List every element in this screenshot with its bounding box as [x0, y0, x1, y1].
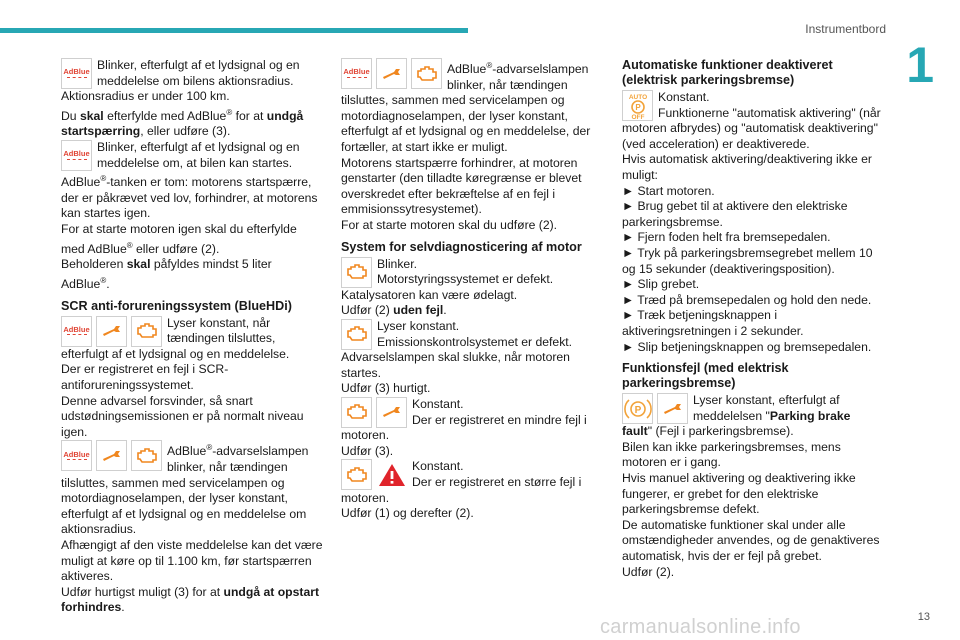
- engine-diag-entry-2: [341, 319, 603, 350]
- paragraph: Motorens startspærre forhindrer, at motoren genstarter (den tilladte køregrænse er blevet overskredet efter bekræftelse af en fejl i emmisionssytresystemet).: [341, 155, 582, 217]
- section-heading: Automatiske funktioner deaktiveret (elektrisk parkeringsbremse): [622, 58, 833, 87]
- step-item: [622, 293, 884, 309]
- column-3: [622, 58, 884, 580]
- step-marker: ►: [622, 308, 635, 323]
- wrench-icon: [96, 316, 127, 347]
- engine-icon: [131, 440, 162, 471]
- svg-text:P: P: [634, 404, 641, 416]
- paragraph: motoren.: [341, 428, 390, 443]
- section-heading: Funktionsfejl (med elektrisk parkeringsbremse): [622, 361, 789, 391]
- step-list: [622, 184, 884, 356]
- engine-icon: [411, 58, 442, 89]
- parking-brake-warning-icon: [622, 393, 653, 424]
- paragraph: Udfør (1) og derefter (2).: [341, 506, 474, 521]
- engine-diag-entry-4: [341, 459, 603, 490]
- step-text: Start motoren.: [637, 183, 715, 198]
- step-text: Slip betjeningsknappen og bremsepedalen.: [637, 339, 872, 354]
- wrench-icon: [657, 393, 688, 424]
- paragraph: For at starte motoren skal du udføre (2).: [341, 218, 558, 232]
- step-text: Slip grebet.: [637, 277, 700, 292]
- paragraph: Udfør (3).: [341, 443, 394, 458]
- step-item: [622, 230, 884, 246]
- warning-triangle-icon: [376, 459, 407, 490]
- step-text: Brug gebet til at aktivere den elektriske parkeringsbremse.: [622, 199, 848, 229]
- wrench-icon: [376, 58, 407, 89]
- paragraph: motoren afbrydes) og "automatisk deaktivering" (ved acceleration) er deaktiverede.: [622, 121, 878, 151]
- auto-off-entry: [622, 90, 884, 121]
- auto-off-parking-icon: [622, 90, 653, 121]
- watermark: carmanualsonline.info: [600, 616, 801, 638]
- paragraph: Katalysatoren kan være ødelagt.: [341, 287, 518, 302]
- step-item: [622, 340, 884, 356]
- adblue-icon: AdBlue: [61, 316, 92, 347]
- paragraph: Beholderen skal påfyldes mindst 5 liter AdBlue®.: [61, 257, 272, 291]
- paragraph: Du skal efterfylde med AdBlue® for at undgå startspærring, eller udføre (3).: [61, 107, 304, 139]
- paragraph: tilsluttes, sammen med servicelampen og motordiagnoselampen, der lyser konstant, efterfulgt af et lydsignal og en meddelelse, der fortæller, at start ikke er muligt.: [341, 93, 591, 155]
- adblue-icon: AdBlue: [61, 140, 92, 171]
- entry-text: Lyser konstant, når tændingen tilsluttes,: [167, 315, 276, 346]
- column-1: [61, 58, 323, 616]
- engine-icon: [341, 459, 372, 490]
- column-2: [341, 58, 603, 522]
- step-text: Tryk på parkeringsbremsegrebet mellem 10 og 15 sekunder (deaktiveringsposition).: [622, 245, 873, 276]
- step-marker: ►: [622, 199, 635, 214]
- wrench-icon: [376, 397, 407, 428]
- engine-icon: [131, 316, 162, 347]
- paragraph: AdBlue®-tanken er tom: motorens startspærre, der er påkrævet ved lov, forhindrer, at motorens kan startes igen.: [61, 174, 318, 221]
- paragraph: Udfør hurtigst muligt (3) for at undgå at opstart forhindres.: [61, 584, 320, 615]
- adblue-icon: AdBlue: [341, 58, 372, 89]
- paragraph: Afhængigt af den viste meddelelse kan det være muligt at køre op til 1.100 km, før startspærren aktiveres.: [61, 537, 323, 584]
- header-accent-bar: [0, 28, 468, 33]
- step-marker: ►: [622, 339, 635, 354]
- step-item: [622, 199, 884, 230]
- page-number: 13: [917, 611, 930, 623]
- svg-text:P: P: [634, 102, 641, 112]
- entry-text: Konstant. Der er registreret en større fejl i: [412, 459, 582, 489]
- paragraph: For at starte motoren igen skal du efterfylde med AdBlue® eller udføre (2).: [61, 222, 297, 256]
- paragraph: Hvis automatisk aktivering/deaktivering ikke er muligt:: [622, 152, 872, 182]
- entry-text: Lyser konstant, efterfulgt af meddelelsen "Parking brake: [693, 393, 851, 423]
- scr-entry-1: [61, 316, 323, 347]
- step-text: Træd på bremsepedalen og hold den nede.: [637, 292, 872, 307]
- engine-diag-entry-1: [341, 257, 603, 288]
- step-marker: ►: [622, 230, 635, 245]
- entry-text: AdBlue®-advarselslampen blinker, når tændingen: [167, 443, 309, 474]
- entry-text: Blinker, efterfulgt af et lydsignal og en meddelelse om bilens aktionsradius.: [97, 58, 300, 88]
- paragraph: tilsluttes, sammen med servicelampen og motordiagnoselampen, der lyser konstant, efterfulgt af et lydsignal og en meddelelse om aktionsradius.: [61, 475, 307, 537]
- step-item: [622, 308, 884, 339]
- adblue-icon: AdBlue: [61, 440, 92, 471]
- paragraph: efterfulgt af et lydsignal og en meddelelse.: [61, 346, 290, 361]
- step-marker: ►: [622, 245, 635, 260]
- section-title: Instrumentbord: [805, 22, 886, 36]
- step-marker: ►: [622, 292, 635, 307]
- paragraph: De automatiske funktioner skal under alle omstændigheder anvendes, og de genaktiveres automatisk, hvis der er fejl på grebet.: [622, 517, 880, 564]
- adblue-blink-entry-1: [61, 58, 323, 89]
- paragraph: motoren.: [341, 490, 390, 505]
- wrench-icon: [96, 440, 127, 471]
- engine-icon: [341, 319, 372, 350]
- entry-text: Blinker. Motorstyringssystemet er defekt.: [377, 256, 554, 287]
- svg-text:AUTO: AUTO: [628, 93, 647, 101]
- parking-fault-entry: [622, 393, 884, 424]
- paragraph: Udfør (2) uden fejl.: [341, 303, 447, 318]
- paragraph: fault" (Fejl i parkeringsbremse).: [622, 424, 794, 439]
- paragraph: Bilen kan ikke parkeringsbremses, mens motoren er i gang.: [622, 439, 841, 470]
- entry-text: Blinker, efterfulgt af et lydsignal og en meddelelse om, at bilen kan startes.: [97, 140, 300, 170]
- engine-icon: [341, 257, 372, 288]
- chapter-number: 1: [906, 37, 934, 93]
- scr-entry-2: [61, 440, 323, 475]
- svg-text:OFF: OFF: [631, 113, 644, 120]
- step-item: [622, 184, 884, 200]
- step-item: [622, 246, 884, 277]
- step-marker: ►: [622, 183, 635, 198]
- paragraph: Udfør (2).: [622, 564, 675, 579]
- paragraph: Hvis manuel aktivering og deaktivering ikke fungerer, er grebet for den elektriske parkeringsbremse defekt.: [622, 471, 856, 517]
- step-marker: ►: [622, 277, 635, 292]
- engine-icon: [341, 397, 372, 428]
- adblue-blink-entry-2: [61, 140, 323, 171]
- paragraph: Der er registreret en fejl i SCR-antiforureningssystemet.: [61, 362, 229, 392]
- engine-diag-entry-3: [341, 397, 603, 428]
- section-heading: SCR anti-forureningssystem (BlueHDi): [61, 298, 292, 313]
- entry-text: Konstant. Der er registreret en mindre fejl i: [412, 396, 587, 427]
- paragraph: Denne advarsel forsvinder, så snart udstødningsemissionen er på normalt niveau igen.: [61, 393, 304, 439]
- scr-entry-3: [341, 58, 603, 93]
- adblue-icon: AdBlue: [61, 58, 92, 89]
- paragraph: Advarselslampen skal slukke, når motoren startes.: [341, 350, 570, 380]
- paragraph: Aktionsradius er under 100 km.: [61, 89, 230, 104]
- entry-text: Konstant. Funktionerne "automatisk aktivering" (når: [658, 90, 881, 120]
- step-text: Fjern foden helt fra bremsepedalen.: [637, 230, 831, 245]
- step-text: Træk betjeningsknappen i aktiveringsretningen i 2 sekunder.: [622, 308, 804, 338]
- entry-text: AdBlue®-advarselslampen blinker, når tændingen: [447, 61, 589, 92]
- entry-text: Lyser konstant. Emissionskontrolsystemet er defekt.: [377, 318, 573, 349]
- step-item: [622, 277, 884, 293]
- section-heading: System for selvdiagnosticering af motor: [341, 239, 582, 254]
- paragraph: Udfør (3) hurtigt.: [341, 381, 431, 396]
